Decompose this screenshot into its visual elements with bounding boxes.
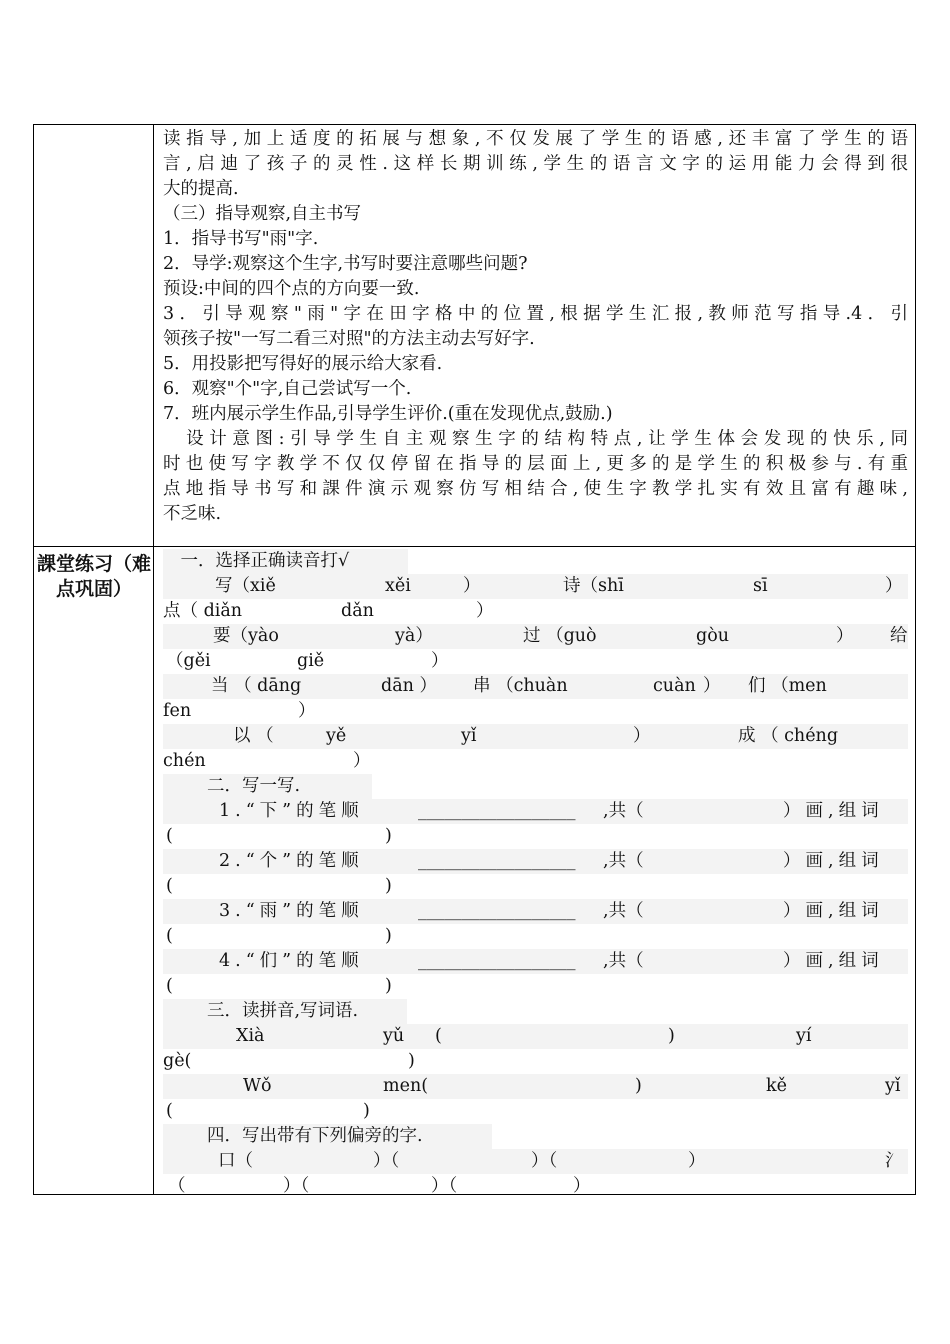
pinyin-row: 要（yào yà） 过 （guò gòu ） 给 <box>163 624 908 649</box>
row-label: 課堂练习（难点巩固） <box>36 553 151 600</box>
column-divider <box>153 124 154 1195</box>
answer-line: ( ) <box>166 926 392 946</box>
stroke-order-question: 4.“们”的笔顺 __________________ ,共（ ）画,组词 <box>163 949 908 974</box>
answer-line: ( ) <box>166 826 392 846</box>
answer-line: ( ) <box>166 876 392 896</box>
pinyin-row: fen ） <box>163 701 316 721</box>
pinyin-words-row: ( ) <box>166 1101 370 1121</box>
pinyin-words-row: gè( ) <box>163 1051 415 1071</box>
answer-line: ( ) <box>166 976 392 996</box>
pinyin-row: 写（xiě xěi ） 诗（shī sī ） <box>163 574 908 599</box>
teaching-notes <box>163 127 908 527</box>
exercise-section <box>163 549 908 1199</box>
section-1-title: 一．选择正确读音打√ <box>163 549 908 574</box>
stroke-order-question: 3.“雨”的笔顺 __________________ ,共（ ）画,组词 <box>163 899 908 924</box>
text-line: （三）指导观察,自主书写 <box>163 204 362 224</box>
pinyin-row: （gěi giě ） <box>166 651 449 671</box>
text-line: 读指导,加上适度的拓展与想象,不仅发展了学生的语感,还丰富了学生的语 <box>163 129 908 149</box>
text-line: 6．观察"个"字,自己尝试写一个. <box>163 379 412 399</box>
text-line: 7．班内展示学生作品,引导学生评价.(重在发现优点,鼓励.) <box>163 404 613 424</box>
text-line: 时也使写字教学不仅仅停留在指导的层面上,更多的是学生的积极参与.有重 <box>163 454 908 474</box>
pinyin-row: 当 （ dāng dān ） 串 （chuàn cuàn ） 们 （men <box>163 674 908 699</box>
pinyin-row: 以 （ yě yǐ ） 成 （ chéng <box>163 724 908 749</box>
text-line: 领孩子按"一写二看三对照"的方法主动去写好字. <box>163 329 535 349</box>
section-2-title: 二．写一写. <box>163 774 908 799</box>
text-line: 点地指导书写和課件演示观察仿写相结合,使生字教学扎实有效且富有趣味, <box>163 479 908 499</box>
radical-row: （ ）（ ）（ ） <box>168 1176 591 1196</box>
stroke-order-question: 2.“个”的笔顺 __________________ ,共（ ）画,组词 <box>163 849 908 874</box>
stroke-order-question: 1.“下”的笔顺 __________________ ,共（ ）画,组词 <box>163 799 908 824</box>
text-line: 大的提高. <box>163 179 239 199</box>
pinyin-row: 点（ diǎn dǎn ） <box>163 601 494 621</box>
text-line: 2．导学:观察这个生字,书写时要注意哪些问题? <box>163 254 528 274</box>
radical-row: 口（ ）（ ）（ ） 氵 <box>163 1149 908 1174</box>
section-4-title: 四．写出带有下列偏旁的字. <box>163 1124 908 1149</box>
text-line: 设计意图:引导学生自主观察生字的结构特点,让学生体会发现的快乐,同 <box>163 429 908 449</box>
section-3-title: 三．读拼音,写词语. <box>163 999 908 1024</box>
row-divider <box>33 546 916 547</box>
pinyin-words-row: Wǒ men( ) kě yǐ <box>163 1074 908 1099</box>
text-line: 言,启迪了孩子的灵性.这样长期训练,学生的语言文字的运用能力会得到很 <box>163 154 908 174</box>
text-line: 3．引导观察"雨"字在田字格中的位置,根据学生汇报,教师范写指导.4．引 <box>163 304 908 324</box>
text-line: 不乏味. <box>163 504 222 524</box>
text-line: 5．用投影把写得好的展示给大家看. <box>163 354 443 374</box>
pinyin-words-row: Xià yǔ ( ) yí <box>163 1024 908 1049</box>
pinyin-row: chén ） <box>163 751 371 771</box>
text-line: 1．指导书写"雨"字. <box>163 229 319 249</box>
text-line: 预设:中间的四个点的方向要一致. <box>163 279 420 299</box>
